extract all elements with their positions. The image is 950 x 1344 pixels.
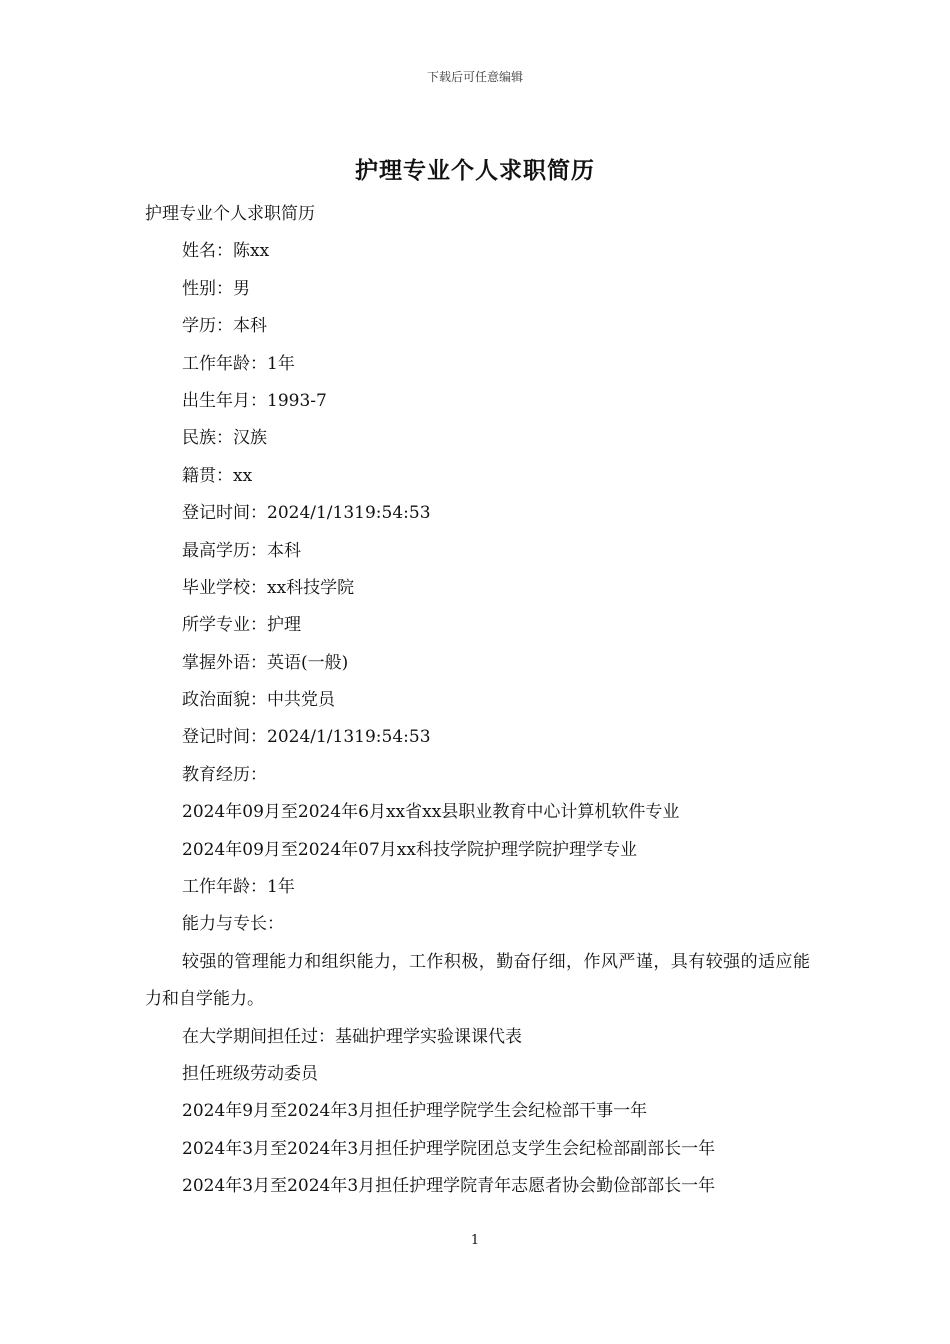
document-title: 护理专业个人求职简历	[355, 157, 595, 184]
document-body	[145, 196, 810, 1206]
skills-paragraph: 较强的管理能力和组织能力，工作积极，勤奋仔细，作风严谨，具有较强的适应能力和自学能力。	[145, 951, 810, 1010]
text-line: 掌握外语：英语(一般)	[182, 652, 349, 673]
text-line: 担任班级劳动委员	[182, 1064, 318, 1085]
text-line: 2024年3月至2024年3月担任护理学院青年志愿者协会勤俭部部长一年	[182, 1176, 716, 1197]
page-number: 1	[470, 1233, 480, 1248]
text-line: 出生年月：1993-7	[182, 390, 327, 411]
text-line: 能力与专长：	[182, 914, 284, 935]
text-line: 所学专业：护理	[182, 615, 301, 636]
text-line: 2024年09月至2024年07月xx科技学院护理学院护理学专业	[182, 839, 637, 860]
text-line: 工作年龄：1年	[182, 353, 295, 374]
text-line: 登记时间：2024/1/1319:54:53	[182, 503, 431, 524]
text-line: 教育经历：	[182, 764, 267, 785]
text-line: 姓名：陈xx	[182, 241, 270, 262]
page-header: 下载后可任意编辑	[426, 70, 523, 84]
text-line: 在大学期间担任过：基础护理学实验课课代表	[182, 1026, 522, 1047]
text-line: 登记时间：2024/1/1319:54:53	[182, 727, 431, 748]
text-line: 2024年09月至2024年6月xx省xx县职业教育中心计算机软件专业	[182, 802, 680, 823]
text-line: 政治面貌：中共党员	[182, 690, 335, 711]
body-subtitle: 护理专业个人求职简历	[145, 204, 315, 224]
text-line: 学历：本科	[182, 316, 267, 337]
text-line: 毕业学校：xx科技学院	[182, 577, 355, 598]
text-line: 籍贯：xx	[182, 465, 253, 486]
text-line: 2024年3月至2024年3月担任护理学院团总支学生会纪检部副部长一年	[182, 1138, 716, 1159]
text-line: 性别：男	[182, 278, 250, 299]
text-line: 最高学历：本科	[182, 540, 301, 561]
text-line: 2024年9月至2024年3月担任护理学院学生会纪检部干事一年	[182, 1101, 648, 1122]
text-line: 民族：汉族	[182, 428, 267, 449]
text-line: 工作年龄：1年	[182, 877, 295, 898]
